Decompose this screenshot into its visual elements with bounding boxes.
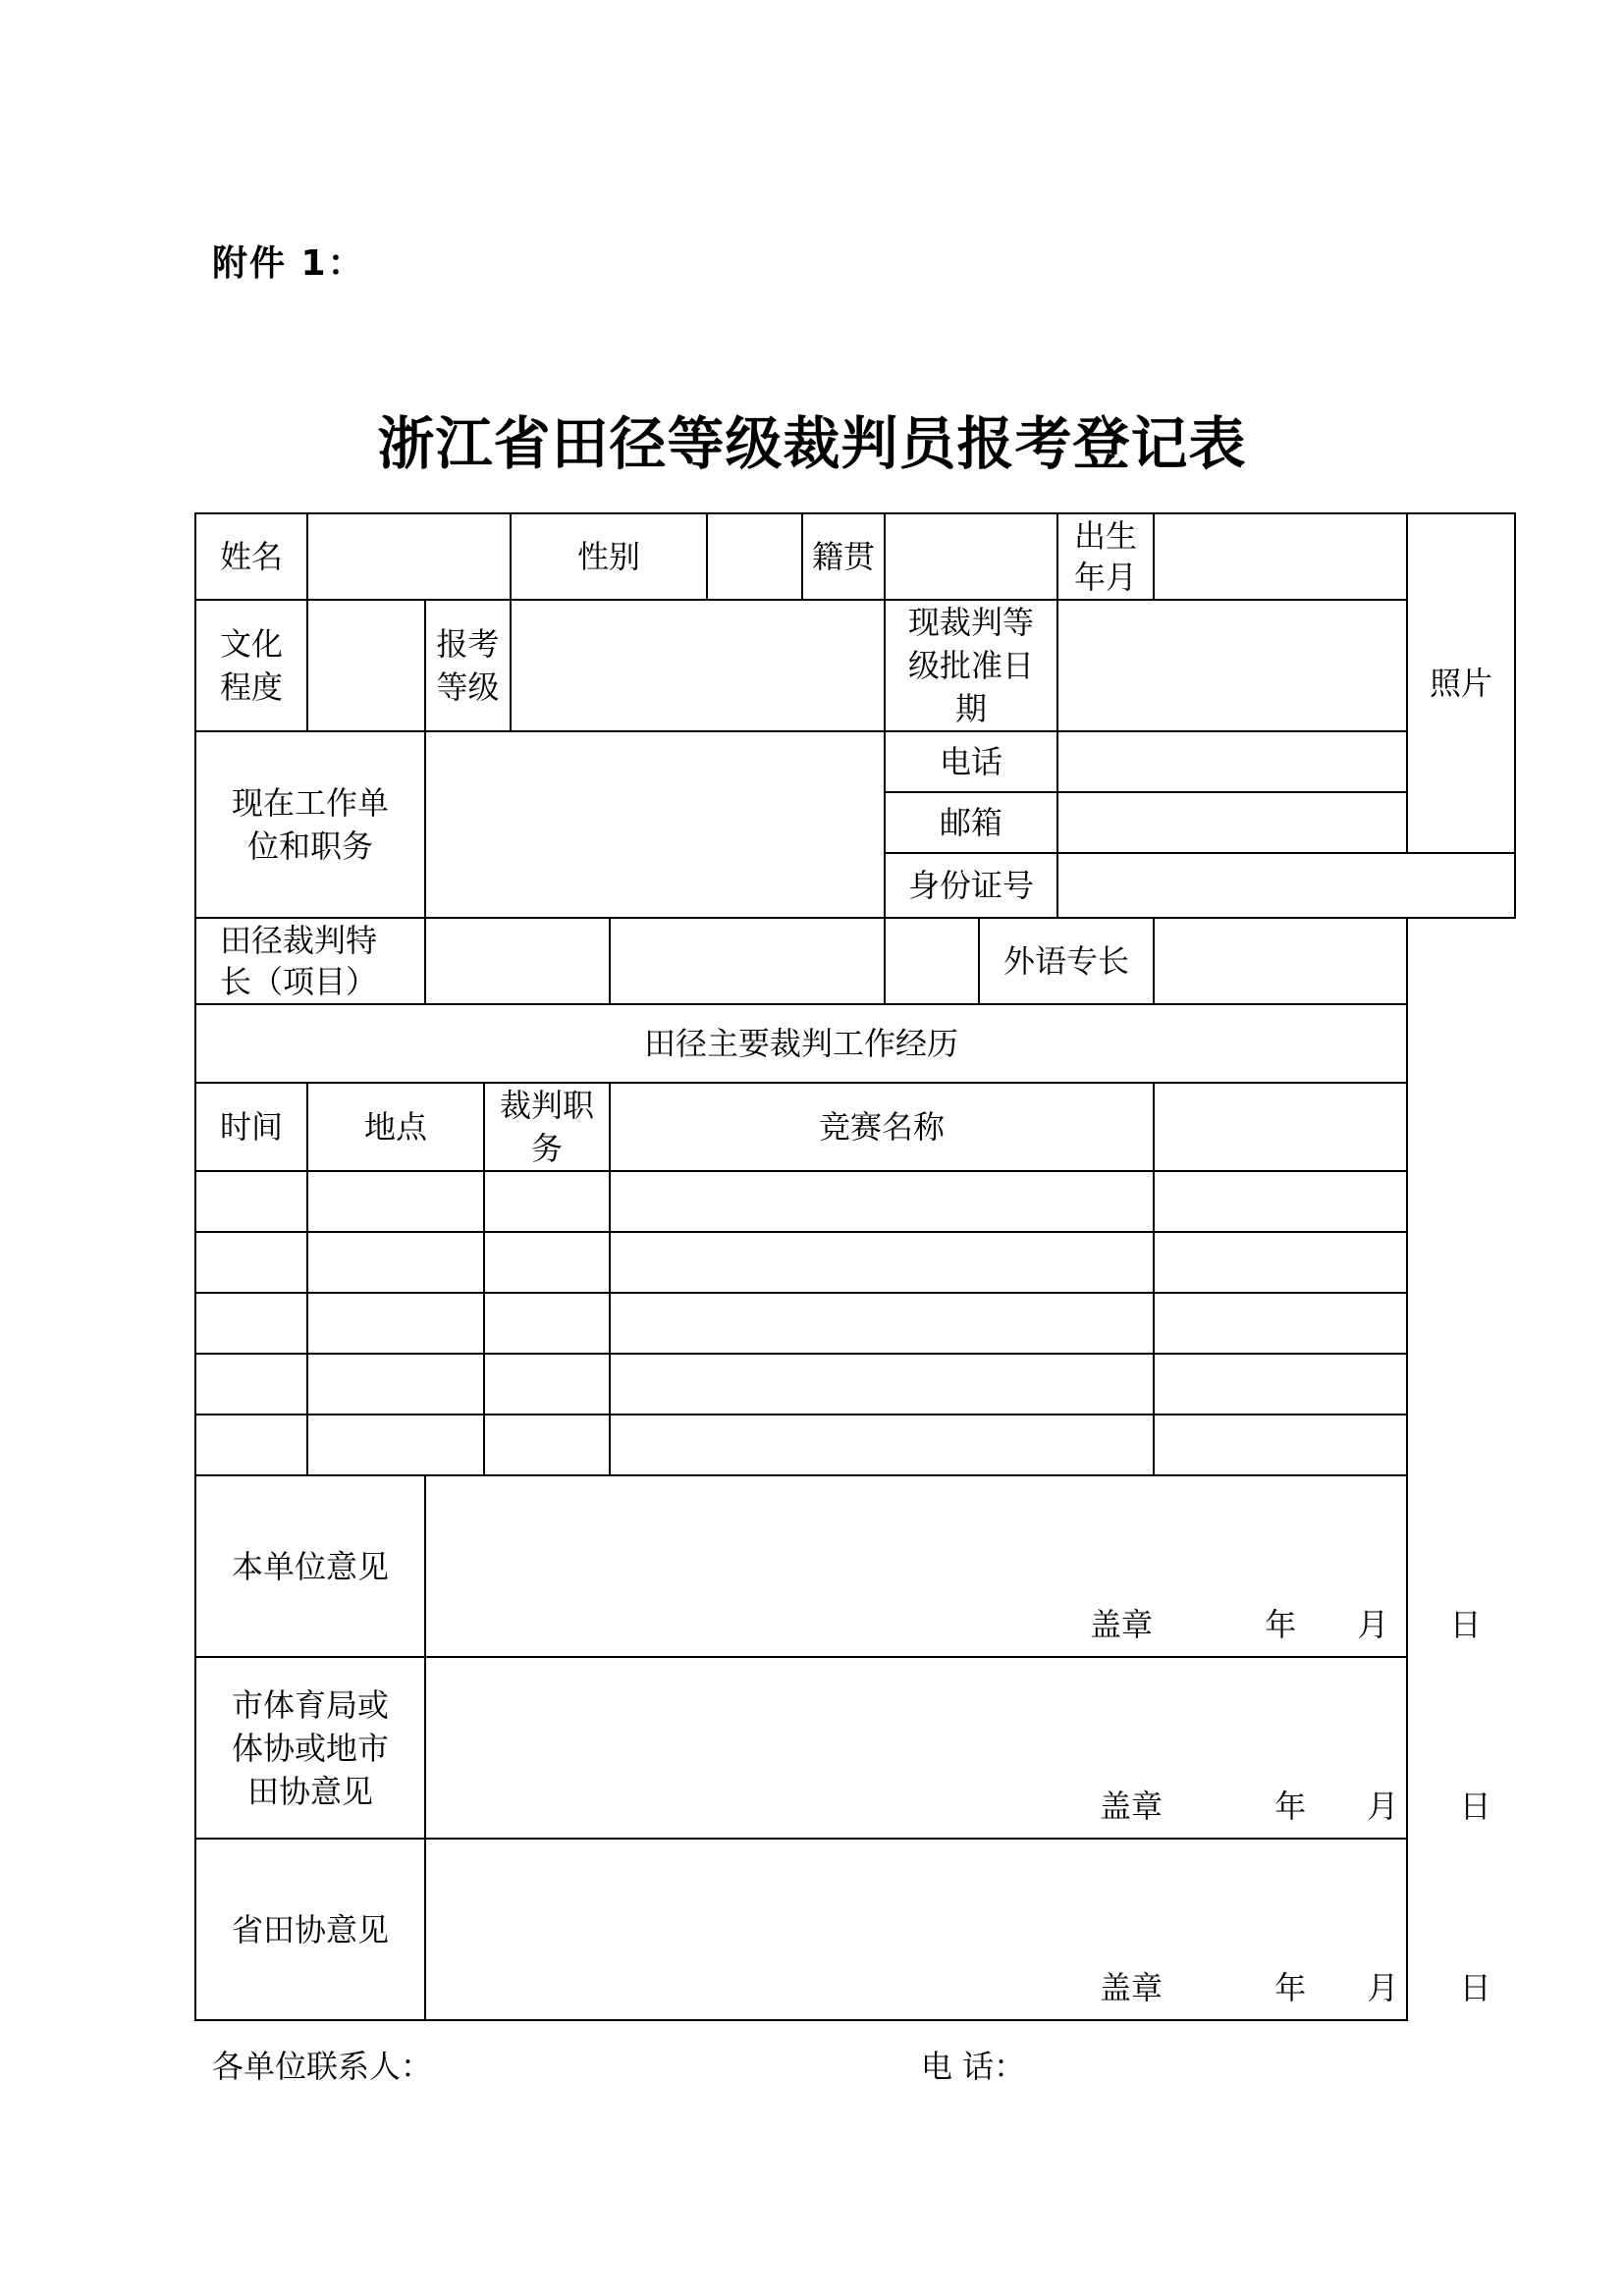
experience-role-cell[interactable] <box>484 1232 610 1293</box>
unit-opinion-label: 本单位意见 <box>195 1475 425 1657</box>
specialty-field-3[interactable] <box>885 918 979 1004</box>
city-label-line-3: 田协意见 <box>246 1772 373 1810</box>
experience-extra-cell[interactable] <box>1154 1354 1407 1415</box>
experience-role-cell[interactable] <box>484 1293 610 1354</box>
experience-row <box>195 1354 1515 1415</box>
province-stamp-date-line <box>1100 1968 1491 2007</box>
registration-form <box>194 512 1516 2021</box>
experience-extra-cell[interactable] <box>1154 1232 1407 1293</box>
id-number-label: 身份证号 <box>885 853 1057 918</box>
experience-place-cell[interactable] <box>307 1415 484 1475</box>
experience-place-cell[interactable] <box>307 1171 484 1232</box>
approval-date-field[interactable] <box>1057 600 1407 731</box>
col-header-role: 裁判职务 <box>484 1083 610 1171</box>
year-label: 年 <box>1274 1788 1307 1825</box>
birth-date-label <box>1057 513 1154 600</box>
experience-time-cell[interactable] <box>195 1415 307 1475</box>
experience-extra-cell[interactable] <box>1154 1293 1407 1354</box>
experience-place-cell[interactable] <box>307 1293 484 1354</box>
id-number-field[interactable] <box>1057 853 1515 918</box>
gender-field[interactable] <box>707 513 802 600</box>
experience-time-cell[interactable] <box>195 1293 307 1354</box>
experience-place-cell[interactable] <box>307 1232 484 1293</box>
experience-event-cell[interactable] <box>610 1293 1154 1354</box>
contact-phone-label: 电 话： <box>921 2048 1026 2085</box>
foreign-language-field[interactable] <box>1154 918 1407 1004</box>
approval-label-line-3: 期 <box>955 690 988 727</box>
day-label: 日 <box>1449 1606 1482 1643</box>
gender-label: 性别 <box>511 513 707 600</box>
experience-row <box>195 1171 1515 1232</box>
month-label: 月 <box>1367 1788 1399 1825</box>
stamp-label: 盖章 <box>1100 1969 1164 2006</box>
city-opinion-label <box>195 1657 425 1839</box>
exam-level-label-line-1: 报考 <box>436 625 500 663</box>
education-label-line-1: 文化 <box>219 625 283 663</box>
city-label-line-2: 体协或地市 <box>231 1729 389 1767</box>
experience-extra-cell[interactable] <box>1154 1415 1407 1475</box>
experience-role-cell[interactable] <box>484 1354 610 1415</box>
name-field[interactable] <box>307 513 511 600</box>
city-opinion-field[interactable] <box>425 1657 1491 1839</box>
experience-row <box>195 1232 1515 1293</box>
birth-label-line-2: 年月 <box>1074 559 1138 596</box>
specialty-field-2[interactable] <box>610 918 885 1004</box>
approval-date-label <box>885 600 1057 731</box>
day-label: 日 <box>1459 1969 1491 2006</box>
experience-time-cell[interactable] <box>195 1232 307 1293</box>
experience-place-cell[interactable] <box>307 1354 484 1415</box>
city-stamp-date-line <box>1100 1787 1491 1826</box>
experience-row <box>195 1415 1515 1475</box>
specialty-label-line-1: 田径裁判特 <box>220 922 378 959</box>
workplace-label-line-1: 现在工作单 <box>231 784 389 822</box>
attachment-label: 附件 1： <box>212 243 365 284</box>
workplace-label <box>195 731 425 918</box>
unit-stamp-date-line <box>1090 1605 1482 1644</box>
workplace-field[interactable] <box>425 731 885 918</box>
photo-box[interactable]: 照片 <box>1407 513 1515 853</box>
native-place-field[interactable] <box>885 513 1057 600</box>
approval-label-line-1: 现裁判等 <box>908 604 1035 641</box>
name-label: 姓名 <box>195 513 307 600</box>
phone-field[interactable] <box>1057 731 1407 792</box>
col-header-extra <box>1154 1083 1407 1171</box>
native-place-label: 籍贯 <box>802 513 885 600</box>
unit-opinion-field[interactable] <box>425 1475 1482 1657</box>
exam-level-field[interactable] <box>511 600 885 731</box>
specialty-label-line-2: 长（项目） <box>220 963 378 1000</box>
day-label: 日 <box>1459 1788 1491 1825</box>
province-opinion-label: 省田协意见 <box>195 1839 425 2020</box>
city-label-line-1: 市体育局或 <box>231 1685 389 1724</box>
experience-event-cell[interactable] <box>610 1171 1154 1232</box>
exam-level-label-line-2: 等级 <box>436 668 500 706</box>
specialty-label <box>195 918 425 1004</box>
month-label: 月 <box>1357 1606 1389 1643</box>
experience-event-cell[interactable] <box>610 1415 1154 1475</box>
experience-event-cell[interactable] <box>610 1232 1154 1293</box>
phone-label: 电话 <box>885 731 1057 792</box>
stamp-label: 盖章 <box>1090 1606 1154 1643</box>
workplace-label-line-2: 位和职务 <box>246 828 373 865</box>
birth-date-field[interactable] <box>1154 513 1407 600</box>
experience-time-cell[interactable] <box>195 1354 307 1415</box>
col-header-event: 竞赛名称 <box>610 1083 1154 1171</box>
year-label: 年 <box>1274 1969 1307 2006</box>
experience-section-title: 田径主要裁判工作经历 <box>195 1004 1407 1083</box>
approval-label-line-2: 级批准日 <box>908 647 1035 684</box>
month-label: 月 <box>1367 1969 1399 2006</box>
province-opinion-field[interactable] <box>425 1839 1491 2020</box>
specialty-field-1[interactable] <box>425 918 610 1004</box>
experience-extra-cell[interactable] <box>1154 1171 1407 1232</box>
foreign-language-label: 外语专长 <box>979 918 1154 1004</box>
education-label-line-2: 程度 <box>219 668 283 706</box>
experience-role-cell[interactable] <box>484 1415 610 1475</box>
birth-label-line-1: 出生 <box>1074 517 1138 555</box>
contact-person-label: 各单位联系人： <box>212 2048 433 2085</box>
email-label: 邮箱 <box>885 792 1057 853</box>
education-label <box>195 600 307 731</box>
col-header-time: 时间 <box>195 1083 307 1171</box>
year-label: 年 <box>1265 1606 1297 1643</box>
education-field[interactable] <box>307 600 425 731</box>
experience-event-cell[interactable] <box>610 1354 1154 1415</box>
experience-role-cell[interactable] <box>484 1171 610 1232</box>
stamp-label: 盖章 <box>1100 1788 1164 1825</box>
email-field[interactable] <box>1057 792 1407 853</box>
experience-row <box>195 1293 1515 1354</box>
col-header-place: 地点 <box>307 1083 484 1171</box>
document-title: 浙江省田径等级裁判员报考登记表 <box>377 410 1247 477</box>
experience-time-cell[interactable] <box>195 1171 307 1232</box>
exam-level-label <box>425 600 511 731</box>
